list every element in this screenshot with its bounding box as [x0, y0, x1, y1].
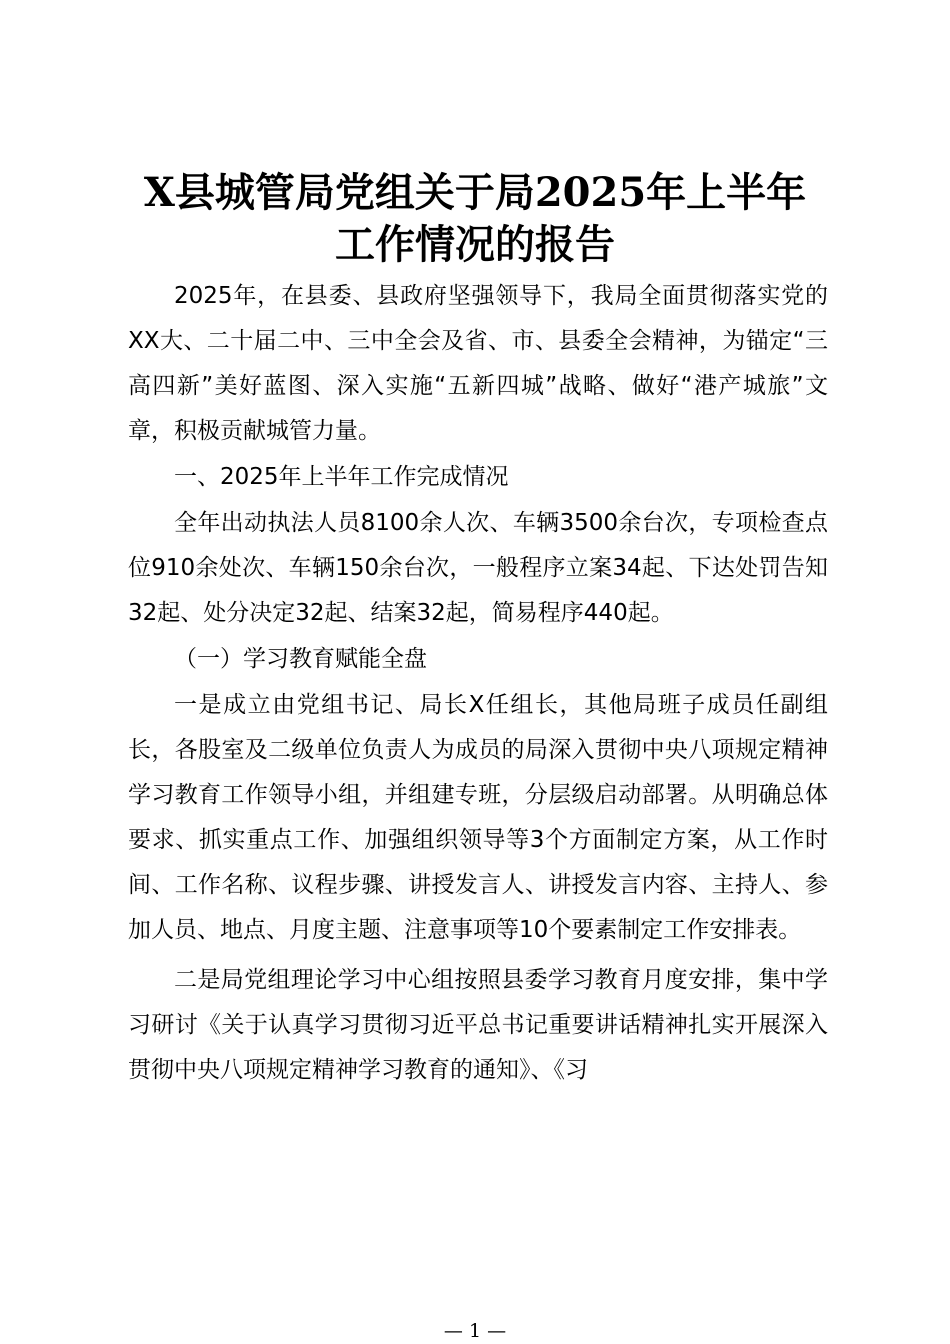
document-body — [128, 274, 828, 1093]
section-1-paragraph: 全年出动执法人员8100余人次、车辆3500余台次，专项检查点位910余处次、车辆150余台次，一般程序立案34起、下达处罚告知32起、处分决定32起、结案32起，简易程序440起。 — [128, 510, 828, 626]
paragraph-point-one: 一是成立由党组书记、局长X任组长，其他局班子成员任副组长，各股室及二级单位负责人为成员的局深入贯彻中央八项规定精神学习教育工作领导小组，并组建专班，分层级启动部署。从明确总体要求、抓实重点工作、加强组织领导等3个方面制定方案，从工作时间、工作名称、议程步骤、讲授发言人、讲授发言内容、主持人、参加人员、地点、月度主题、注意事项等10个要素制定工作安排表。 — [128, 692, 828, 943]
document-title-line-2: 工作情况的报告 — [335, 221, 615, 268]
paragraph-point-two: 二是局党组理论学习中心组按照县委学习教育月度安排，集中学习研讨《关于认真学习贯彻习近平总书记重要讲话精神扎实开展深入贯彻中央八项规定精神学习教育的通知》、《习 — [128, 967, 828, 1083]
page-number: — 1 — — [443, 1320, 507, 1342]
section-1-heading: 一、2025年上半年工作完成情况 — [174, 464, 509, 490]
subsection-1-heading: （一）学习教育赋能全盘 — [174, 646, 427, 672]
intro-paragraph: 2025年，在县委、县政府坚强领导下，我局全面贯彻落实党的XX大、二十届二中、三中全会及省、市、县委全会精神，为锚定“三高四新”美好蓝图、深入实施“五新四城”战略、做好“港产城旅”文章，积极贡献城管力量。 — [128, 283, 828, 444]
document-title-line-1: X县城管局党组关于局2025年上半年 — [143, 169, 807, 216]
